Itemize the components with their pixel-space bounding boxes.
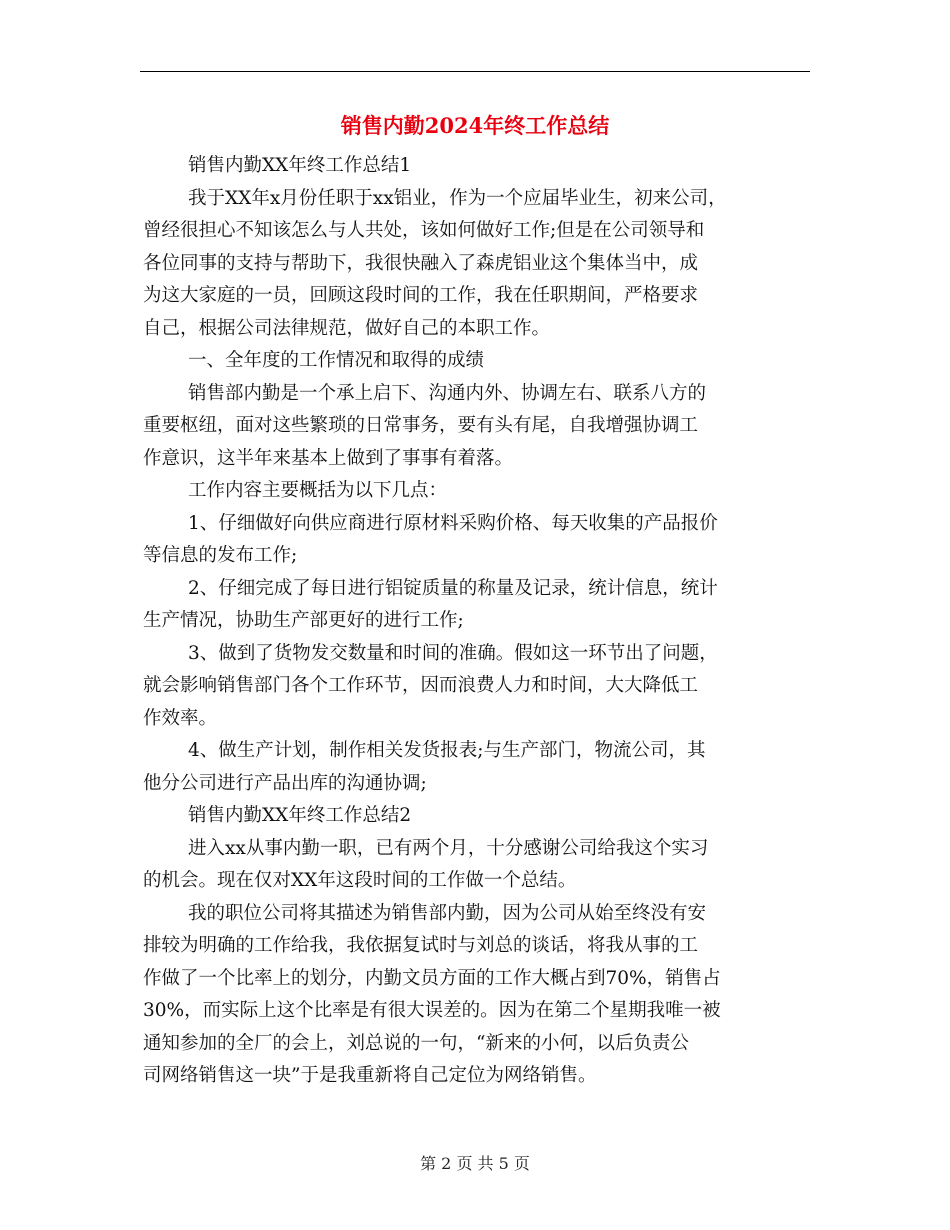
paragraph-line: 重要枢纽，面对这些繁琐的日常事务，要有头有尾，自我增强协调工: [143, 415, 699, 436]
list-item-line: 3、做到了货物发交数量和时间的准确。假如这一环节出了问题，: [188, 642, 718, 664]
list-item-line: 他分公司进行产品出库的沟通协调;: [143, 772, 427, 794]
paragraph-line: 作意识，这半年来基本上做到了事事有着落。: [143, 447, 514, 469]
paragraph-line: 我的职位公司将其描述为销售部内勤，因为公司从始至终没有安: [188, 902, 707, 924]
paragraph-line: 进入xx从事内勤一职，已有两个月，十分感谢公司给我这个实习: [188, 837, 709, 859]
document-body: [143, 150, 823, 1093]
paragraph-line: 通知参加的全厂的会上，刘总说的一句，“新来的小何，以后负责公: [143, 1032, 689, 1054]
paragraph-line: 为这大家庭的一员，回顾这段时间的工作，我在任职期间，严格要求: [143, 285, 699, 306]
list-item-line: 等信息的发布工作;: [143, 545, 298, 566]
list-item-line: 4、做生产计划，制作相关发货报表;与生产部门，物流公司，其: [188, 740, 706, 761]
section-heading: 销售内勤XX年终工作总结1: [188, 155, 412, 176]
list-item-line: 1、仔细做好向供应商进行原材料采购价格、每天收集的产品报价: [188, 512, 718, 534]
header-rule: [140, 71, 810, 72]
list-item-line: 就会影响销售部门各个工作环节，因而浪费人力和时间，大大降低工: [143, 675, 699, 696]
subheading: 一、全年度的工作情况和取得的成绩: [188, 350, 485, 371]
paragraph-line: 各位同事的支持与帮助下，我很快融入了森虎铝业这个集体当中，成: [143, 252, 699, 274]
page-footer: 第 2 页 共 5 页: [420, 1154, 530, 1173]
paragraph-line: 作做了一个比率上的划分，内勤文员方面的工作大概占到70%，销售占: [143, 967, 721, 989]
paragraph-line: 自己，根据公司法律规范，做好自己的本职工作。: [143, 317, 551, 339]
paragraph-line: 工作内容主要概括为以下几点：: [188, 480, 448, 501]
section-heading: 销售内勤XX年终工作总结2: [188, 805, 412, 826]
paragraph-line: 排较为明确的工作给我，我依据复试时与刘总的谈话，将我从事的工: [143, 935, 699, 956]
paragraph-line: 我于XX年x月份任职于xx铝业，作为一个应届毕业生，初来公司，: [188, 187, 727, 209]
paragraph-line: 销售部内勤是一个承上启下、沟通内外、协调左右、联系八方的: [188, 382, 707, 404]
paragraph-line: 司网络销售这一块”于是我重新将自己定位为网络销售。: [143, 1065, 597, 1086]
paragraph-line: 的机会。现在仅对XX年这段时间的工作做一个总结。: [143, 870, 577, 891]
paragraph-line: 曾经很担心不知该怎么与人共处，该如何做好工作;但是在公司领导和: [143, 220, 705, 241]
list-item-line: 生产情况，协助生产部更好的进行工作;: [143, 610, 464, 631]
document-title: 销售内勤2024年终工作总结: [340, 113, 610, 138]
list-item-line: 作效率。: [143, 707, 218, 729]
paragraph-line: 30%，而实际上这个比率是有很大误差的。因为在第二个星期我唯一被: [143, 1000, 721, 1021]
list-item-line: 2、仔细完成了每日进行铝锭质量的称量及记录，统计信息，统计: [188, 577, 718, 599]
